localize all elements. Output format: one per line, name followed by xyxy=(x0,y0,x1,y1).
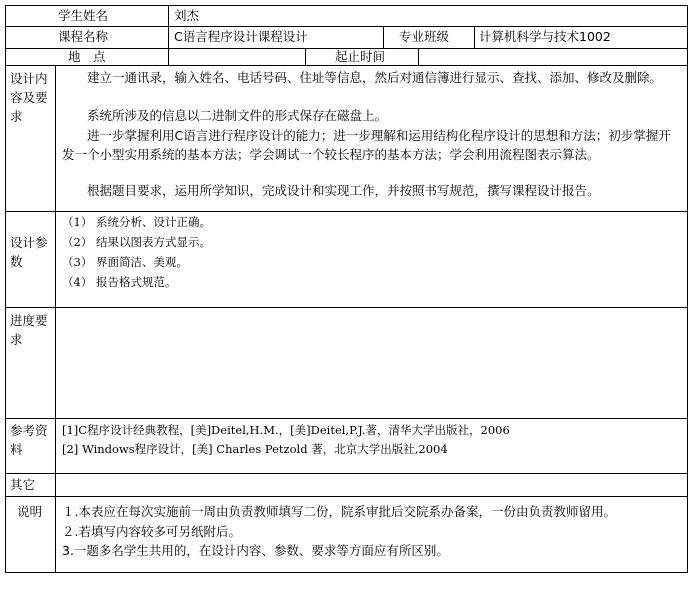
params-item: （4） 报告格式规范。 xyxy=(62,275,177,289)
major-label: 专业班级 xyxy=(399,29,450,44)
notes-label: 说明 xyxy=(17,504,43,519)
row-divider xyxy=(5,26,688,27)
note-item: 3.一题多名学生共用的，在设计内容、参数、要求等方面应有所区别。 xyxy=(62,543,449,558)
column-divider xyxy=(168,48,169,66)
course-label: 课程名称 xyxy=(58,29,109,44)
row-divider xyxy=(5,496,688,497)
content-paragraph: 建立一通讯录，输入姓名、电话号码、住址等信息，然后对通信簿进行显示、查找、添加、修改及删除。 xyxy=(87,70,663,85)
label-column-divider xyxy=(55,65,56,573)
note-item: ２.若填写内容较多可另纸附后。 xyxy=(62,524,241,539)
row-divider xyxy=(5,418,688,419)
row-divider xyxy=(5,473,688,474)
other-label: 其它 xyxy=(10,477,36,492)
course-design-form xyxy=(5,5,688,573)
content-paragraph: 根据题目要求，运用所学知识，完成设计和实现工作，并按照书写规范，撰写课程设计报告。 xyxy=(87,183,600,198)
params-item: （1） 系统分析、设计正确。 xyxy=(62,215,211,229)
column-divider xyxy=(305,48,306,66)
content-label: 设计内容及要求 xyxy=(10,71,48,124)
student-name-value: 刘杰 xyxy=(174,8,200,23)
params-item: （2） 结果以图表方式显示。 xyxy=(62,235,211,249)
reference-item: [2] Windows程序设计，[美] Charles Petzold 著，北京大学出版社,2004 xyxy=(62,442,448,456)
column-divider xyxy=(168,5,169,49)
course-value: C语言程序设计课程设计 xyxy=(174,29,308,44)
column-divider xyxy=(383,26,384,49)
references-label: 参考资料 xyxy=(10,423,48,457)
location-label: 地 点 xyxy=(68,49,106,64)
student-name-label: 学生姓名 xyxy=(58,8,109,23)
content-paragraph: 进一步掌握利用C语言进行程序设计的能力；进一步理解和运用结构化程序设计的思想和方法；初步掌握开发一个小型实用系统的基本方法；学会调试一个较长程序的基本方法；学会利用流程图表示算法。 xyxy=(62,128,671,162)
progress-label: 进度要求 xyxy=(10,313,48,347)
row-divider xyxy=(5,307,688,308)
table-border-bottom xyxy=(5,572,688,573)
time-label: 起止时间 xyxy=(335,49,386,64)
content-paragraph: 系统所涉及的信息以二进制文件的形式保存在磁盘上。 xyxy=(87,108,388,123)
major-value: 计算机科学与技术1002 xyxy=(479,29,611,44)
table-border-left xyxy=(5,5,6,573)
column-divider xyxy=(474,26,475,49)
note-item: １.本表应在每次实施前一周由负责教师填写二份，院系审批后交院系办备案，一份由负责教师留用。 xyxy=(62,504,616,519)
params-label: 设计参数 xyxy=(10,235,48,269)
table-border-top xyxy=(5,5,688,6)
reference-item: [1]C程序设计经典教程，[美]Deitel,H.M.，[美]Deitel,P.J.著，清华大学出版社，2006 xyxy=(62,423,510,437)
column-divider xyxy=(418,48,419,66)
params-item: （3） 界面简洁、美观。 xyxy=(62,255,188,269)
table-border-right xyxy=(687,5,688,573)
